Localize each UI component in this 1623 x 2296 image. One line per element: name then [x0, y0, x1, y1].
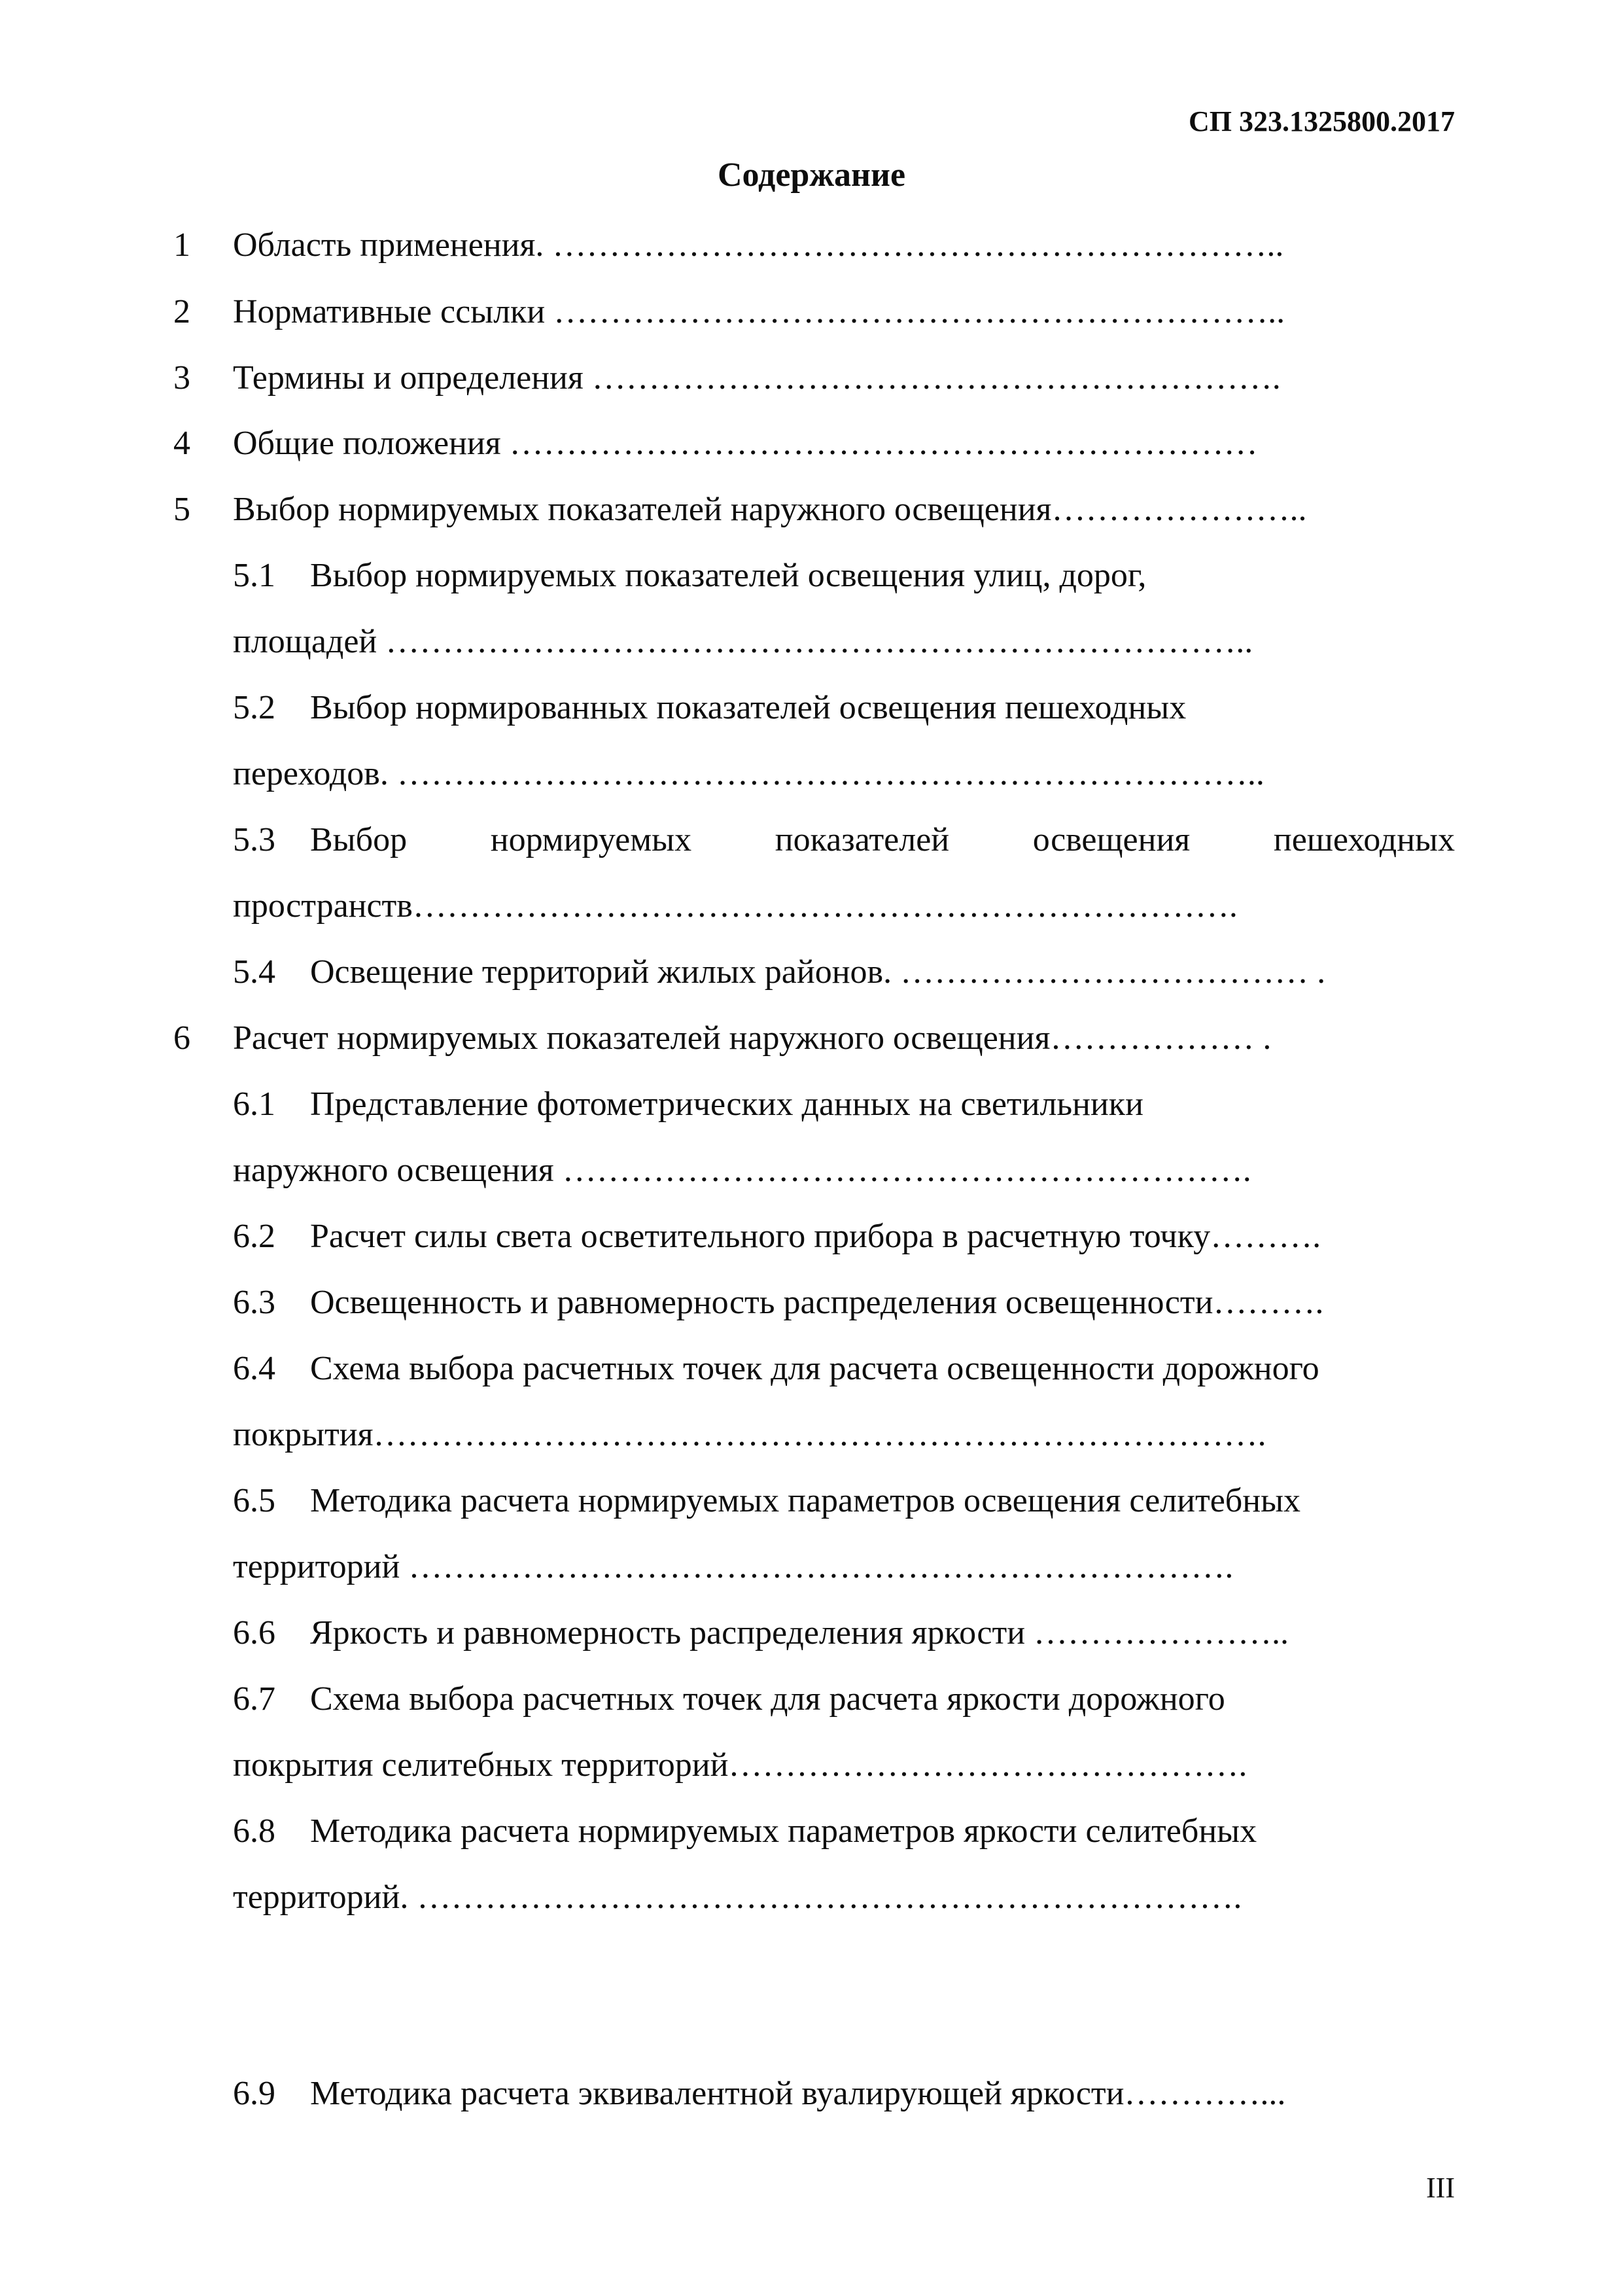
toc-entry-text: Выбор нормируемых показателей освещения улиц, дорог, [310, 557, 1147, 594]
toc-entry-number: 5 [173, 491, 190, 528]
toc-entry-number: 6.6 [233, 1614, 275, 1651]
toc-title: Содержание [717, 156, 906, 194]
toc-entry-word: освещения [1032, 821, 1191, 858]
toc-entry-continuation[interactable] [0, 1547, 1623, 1587]
toc-entry-word: пешеходных [1273, 821, 1455, 858]
toc-entry[interactable] [0, 1217, 1623, 1256]
toc-entry-number: 5.3 [233, 821, 275, 858]
toc-entry-text: Нормативные ссылки ……………………………………………………….. [233, 293, 1285, 330]
toc-entry-text: Выбор нормируемых показателей наружного освещения………………….. [233, 491, 1307, 528]
toc-entry-text: Представление фотометрических данных на светильники [310, 1086, 1143, 1123]
toc-entry-number: 2 [173, 293, 190, 330]
toc-entry-number: 6.5 [233, 1482, 275, 1519]
toc-entry-text: Освещение территорий жилых районов. ……………………………… . [310, 953, 1326, 991]
toc-entry-continuation-text: территорий ………………………………………………………………. [233, 1548, 1234, 1585]
toc-entry[interactable] [0, 1085, 1623, 1124]
toc-entry-continuation[interactable] [0, 887, 1623, 926]
toc-entry-text: Схема выбора расчетных точек для расчета освещенности дорожного [310, 1350, 1319, 1387]
toc-entry-continuation[interactable] [0, 1415, 1623, 1455]
toc-entry-continuation-text: пространств………………………………………………………………. [233, 887, 1238, 925]
toc-entry-continuation[interactable] [0, 1746, 1623, 1785]
toc-entry-text [310, 821, 1455, 860]
toc-entry[interactable] [0, 292, 1623, 332]
toc-entry-number: 6.2 [233, 1218, 275, 1255]
toc-entry[interactable] [0, 1283, 1623, 1322]
page-number: III [1426, 2172, 1455, 2204]
toc-entry[interactable] [0, 556, 1623, 595]
toc-entry-continuation[interactable] [0, 754, 1623, 794]
toc-entry-text: Методика расчета нормируемых параметров яркости селитебных [310, 1812, 1257, 1850]
toc-entry-continuation[interactable] [0, 1151, 1623, 1190]
toc-entry-word: Выбор [310, 821, 408, 858]
toc-entry-text: Яркость и равномерность распределения яркости ………………….. [310, 1614, 1289, 1651]
toc-entry-continuation[interactable] [0, 1878, 1623, 1917]
toc-entry[interactable] [0, 490, 1623, 529]
toc-entry-continuation-text: переходов. ………………………………………………………………….. [233, 755, 1265, 792]
toc-entry-number: 6.9 [233, 2075, 275, 2112]
toc-entry-number: 5.1 [233, 557, 275, 594]
toc-entry[interactable] [0, 1019, 1623, 1058]
toc-entry-number: 6 [173, 1019, 190, 1057]
toc-entry-number: 1 [173, 226, 190, 264]
toc-entry-continuation-text: площадей ………………………………………………………………….. [233, 623, 1253, 660]
toc-entry[interactable] [0, 1481, 1623, 1521]
toc-entry[interactable] [0, 688, 1623, 728]
toc-entry-text: Методика расчета эквивалентной вуалирующей яркости…………... [310, 2075, 1286, 2112]
toc-entry-number: 6.1 [233, 1086, 275, 1123]
toc-entry[interactable] [0, 424, 1623, 463]
toc-entry-word: показателей [775, 821, 950, 858]
toc-entry[interactable] [0, 821, 1623, 860]
toc-entry-number: 3 [173, 359, 190, 397]
toc-entry-continuation-text: наружного освещения ……………………………………………………. [233, 1152, 1251, 1189]
toc-entry[interactable] [0, 2074, 1623, 2113]
toc-entry[interactable] [0, 359, 1623, 398]
toc-entry-continuation[interactable] [0, 622, 1623, 662]
toc-entry-text: Общие положения ………………………………………………………… [233, 425, 1258, 462]
toc-entry-text: Освещенность и равномерность распределения освещенности………. [310, 1284, 1324, 1321]
toc-entry-continuation-text: покрытия……………………………………………………………………. [233, 1416, 1266, 1453]
toc-entry-number: 6.4 [233, 1350, 275, 1387]
toc-entry-text: Расчет нормируемых показателей наружного освещения……………… . [233, 1019, 1272, 1057]
toc-entry-number: 5.4 [233, 953, 275, 991]
toc-entry-number: 6.8 [233, 1812, 275, 1850]
toc-entry-continuation-text: покрытия селитебных территорий………………………………………. [233, 1746, 1248, 1784]
toc-entry-text: Выбор нормированных показателей освещения пешеходных [310, 689, 1187, 726]
toc-entry-number: 5.2 [233, 689, 275, 726]
document-code: СП 323.1325800.2017 [1189, 105, 1455, 137]
toc-entry[interactable] [0, 1614, 1623, 1653]
toc-entry-number: 4 [173, 425, 190, 462]
toc-entry[interactable] [0, 953, 1623, 992]
toc-entry-text: Термины и определения ……………………………………………………. [233, 359, 1281, 397]
toc-entry-number: 6.3 [233, 1284, 275, 1321]
toc-entry-continuation-text: территорий. ………………………………………………………………. [233, 1879, 1242, 1916]
toc-entry[interactable] [0, 1680, 1623, 1719]
toc-entry-text: Область применения. ……………………………………………………….. [233, 226, 1284, 264]
toc-entry-text: Расчет силы света осветительного прибора в расчетную точку………. [310, 1218, 1321, 1255]
toc-entry[interactable] [0, 226, 1623, 265]
toc-entry-text: Схема выбора расчетных точек для расчета яркости дорожного [310, 1680, 1225, 1718]
toc-entry-word: нормируемых [490, 821, 692, 858]
toc-entry-text: Методика расчета нормируемых параметров освещения селитебных [310, 1482, 1301, 1519]
toc-entry[interactable] [0, 1812, 1623, 1851]
toc-entry[interactable] [0, 1349, 1623, 1388]
toc-entry-number: 6.7 [233, 1680, 275, 1718]
